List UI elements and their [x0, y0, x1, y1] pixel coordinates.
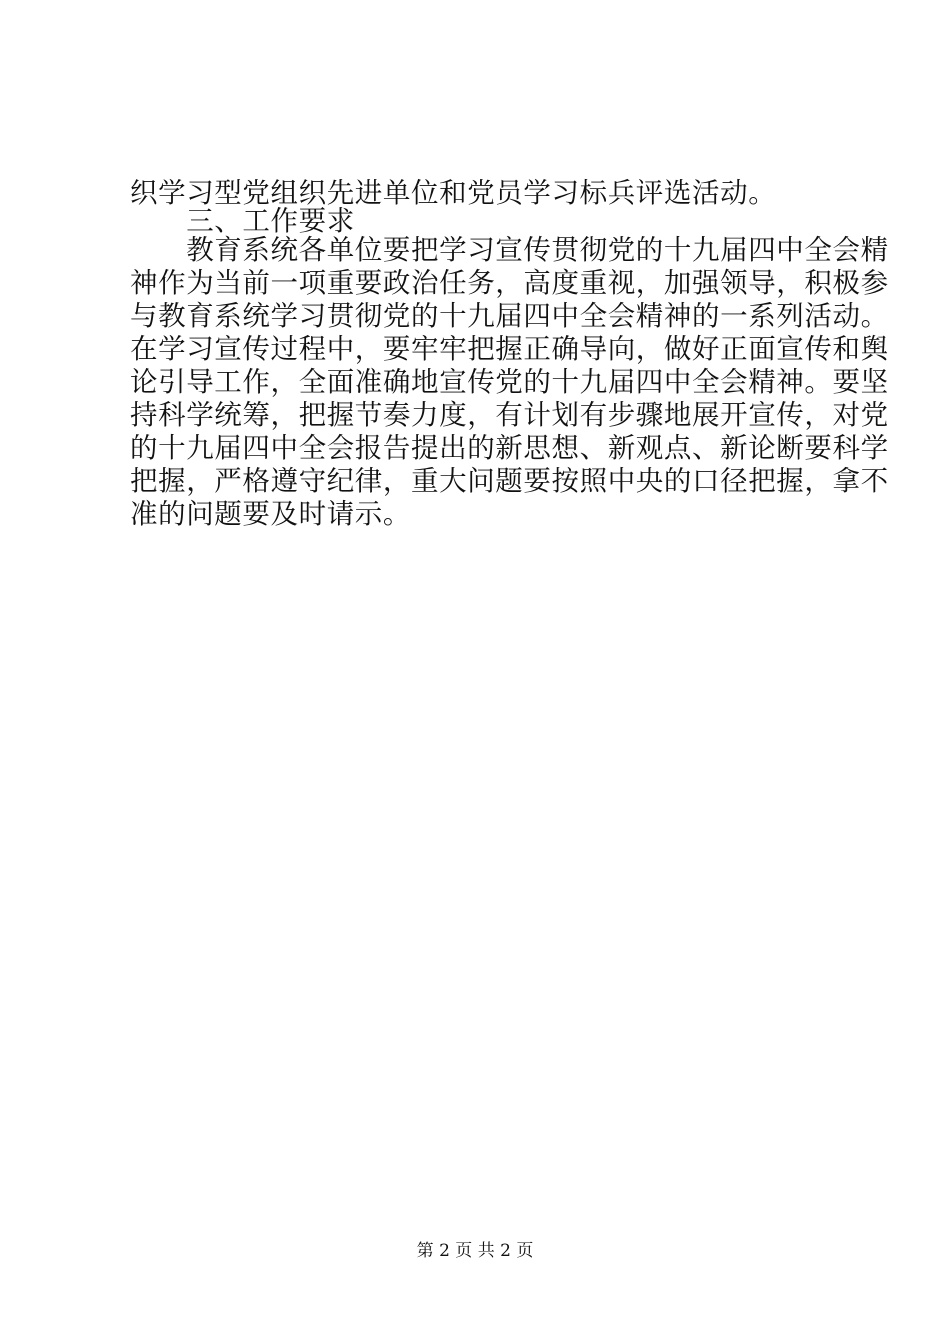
page-number-footer: 第 2 页 共 2 页 [416, 1241, 534, 1261]
text-line: 教育系统各单位要把学习宣传贯彻党的十九届四中全会精 [130, 234, 889, 266]
text-line: 在学习宣传过程中，要牢牢把握正确导向，做好正面宣传和舆 [130, 333, 889, 365]
text-line: 把握，严格遵守纪律，重大问题要按照中央的口径把握，拿不 [130, 465, 889, 497]
text-line: 神作为当前一项重要政治任务，高度重视，加强领导，积极参 [130, 267, 889, 299]
text-line: 准的问题要及时请示。 [130, 498, 411, 530]
text-line: 的十九届四中全会报告提出的新思想、新观点、新论断要科学 [130, 432, 889, 464]
text-line: 持科学统筹，把握节奏力度，有计划有步骤地展开宣传，对党 [130, 399, 889, 431]
text-line: 织学习型党组织先进单位和党员学习标兵评选活动。 [130, 177, 777, 209]
text-line: 与教育系统学习贯彻党的十九届四中全会精神的一系列活动。 [130, 300, 889, 332]
text-line: 论引导工作，全面准确地宣传党的十九届四中全会精神。要坚 [130, 366, 889, 398]
section-heading: 三、工作要求 [130, 205, 355, 237]
